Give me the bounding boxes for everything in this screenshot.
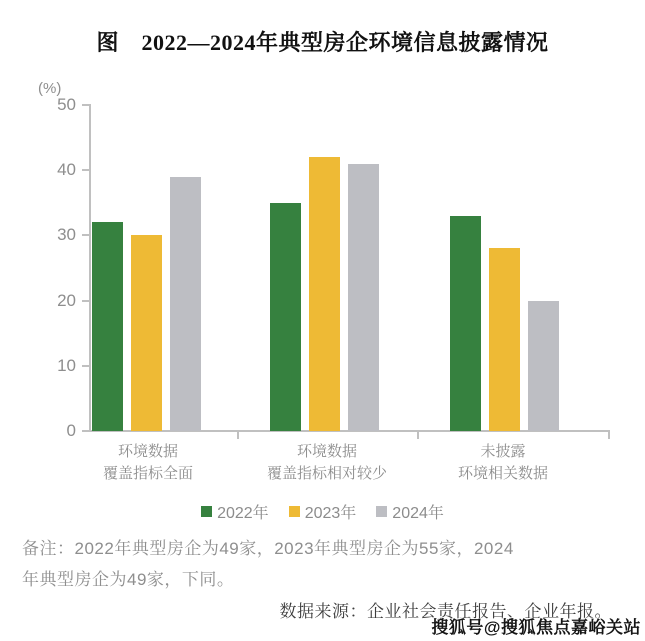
x-axis-label-2: 环境数据 覆盖指标相对较少 bbox=[266, 443, 387, 482]
legend-swatch-icon bbox=[376, 506, 387, 517]
y-tick-mark bbox=[82, 169, 90, 171]
y-tick-mark bbox=[82, 430, 90, 432]
chart-title: 图 2022—2024年典型房企环境信息披露情况 bbox=[96, 30, 549, 55]
y-tick-mark bbox=[82, 104, 90, 106]
watermark: 搜狐号@搜狐焦点嘉峪关站 bbox=[431, 618, 641, 637]
chart-legend bbox=[0, 500, 645, 523]
y-axis-unit-label: (%) bbox=[38, 80, 62, 97]
bar-2023年-category-1 bbox=[131, 235, 162, 431]
x-tick-mark bbox=[237, 432, 239, 439]
bar-2022年-category-2 bbox=[270, 203, 301, 431]
bar-2024年-category-1 bbox=[170, 177, 201, 431]
bar-2024年-category-3 bbox=[528, 301, 559, 431]
legend-item-2023年 bbox=[289, 500, 357, 523]
y-tick-mark bbox=[82, 234, 90, 236]
legend-label: 2023年 bbox=[304, 505, 357, 522]
y-tick-label: 0 bbox=[66, 421, 76, 440]
x-tick-mark bbox=[417, 432, 419, 439]
bar-2023年-category-3 bbox=[489, 248, 520, 431]
bar-2022年-category-3 bbox=[450, 216, 481, 431]
legend-item-2022年 bbox=[201, 500, 269, 523]
y-tick-label: 20 bbox=[57, 290, 76, 310]
footnote bbox=[22, 533, 632, 595]
bar-2024年-category-2 bbox=[348, 164, 379, 431]
bar-2023年-category-2 bbox=[309, 157, 340, 431]
footnote-line-1: 备注：2022年典型房企为49家，2023年典型房企为55家，2024 bbox=[22, 539, 514, 558]
y-axis-line bbox=[89, 104, 91, 432]
legend-label: 2022年 bbox=[217, 505, 269, 522]
y-tick-mark bbox=[82, 300, 90, 302]
data-source: 数据来源：企业社会责任报告、企业年报。 bbox=[279, 602, 612, 621]
legend-label: 2024年 bbox=[392, 505, 444, 522]
y-tick-label: 30 bbox=[57, 225, 76, 245]
legend-swatch-icon bbox=[201, 506, 212, 517]
legend-item-2024年 bbox=[376, 500, 444, 523]
y-tick-label: 50 bbox=[57, 95, 76, 114]
legend-swatch-icon bbox=[289, 506, 300, 517]
x-axis-label-1: 环境数据 覆盖指标全面 bbox=[102, 443, 193, 482]
y-tick-label: 40 bbox=[57, 160, 76, 180]
bar-2022年-category-1 bbox=[92, 222, 123, 431]
x-axis-label-3: 未披露 环境相关数据 bbox=[457, 443, 548, 482]
y-tick-mark bbox=[82, 365, 90, 367]
x-tick-mark bbox=[608, 432, 610, 439]
footnote-line-2: 年典型房企为49家，下同。 bbox=[22, 570, 235, 589]
y-tick-label: 10 bbox=[57, 355, 76, 375]
